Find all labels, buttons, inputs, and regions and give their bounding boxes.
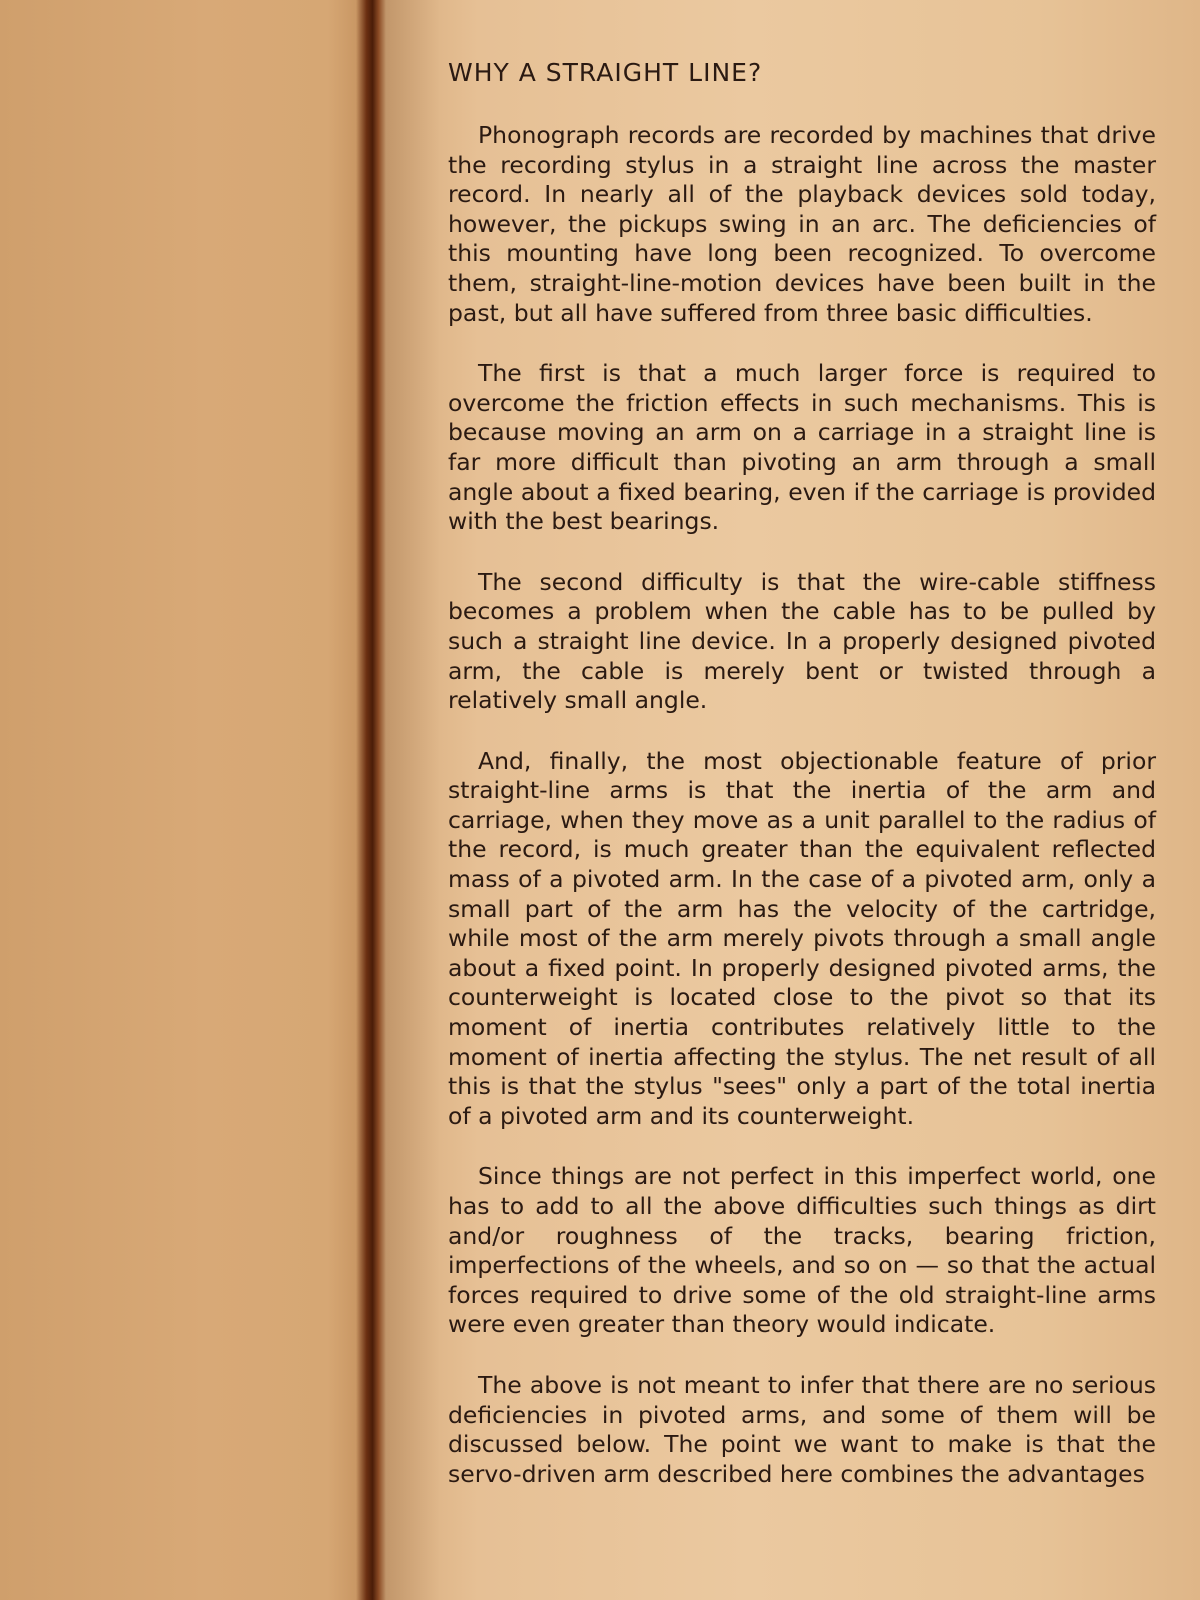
page-heading: WHY A STRAIGHT LINE?: [448, 58, 763, 87]
paragraph-1: Phonograph records are recorded by machines that drive the recording stylus in a straight line across the master record. In nearly all of the playback devices sold today, however, the pickups swing in an arc. The deficiencies of this mounting have long been recognized. To overcome them, straight-line-motion devices have been built in the past, but all have suffered from three basic difficulties.: [448, 121, 1156, 327]
left-page: [0, 0, 372, 1600]
page-text: [448, 58, 1156, 1520]
paragraph-3: The second difficulty is that the wire-cable stiffness becomes a problem when the cable has to be pulled by such a straight line device. In a properly designed pivoted arm, the cable is merely bent or twisted through a relatively small angle.: [448, 567, 1156, 715]
gutter-shadow: [380, 0, 440, 1600]
paragraph-4: And, finally, the most objectionable feature of prior straight-line arms is that the inertia of the arm and carriage, when they move as a unit parallel to the radius of the record, is much greater than the equivalent reflected mass of a pivoted arm. In the case of a pivoted arm, only a small part of the arm has the velocity of the cartridge, while most of the arm merely pivots through a small angle about a fixed point. In properly designed pivoted arms, the counterweight is located close to the pivot so that its moment of inertia contributes relatively little to the moment of inertia affecting the stylus. The net result of all this is that the stylus "sees" only a part of the total inertia of a pivoted arm and its counterweight.: [448, 746, 1156, 1130]
paragraph-5: Since things are not perfect in this imperfect world, one has to add to all the above difficulties such things as dirt and/or roughness of the tracks, bearing friction, imperfections of the wheels, and so on — so that the actual forces required to drive some of the old straight-line arms were even greater than theory would indicate.: [448, 1162, 1156, 1339]
book-spine: [356, 0, 386, 1600]
paragraph-6: The above is not meant to infer that there are no serious deficiencies in pivoted arms, and some of them will be discussed below. The point we want to make is that the servo-driven arm described here combines the advantages: [448, 1370, 1156, 1488]
paragraph-2: The first is that a much larger force is required to overcome the friction effects in such mechanisms. This is because moving an arm on a carriage in a straight line is far more difficult than pivoting an arm through a small angle about a fixed bearing, even if the carriage is provided with the best bearings.: [448, 359, 1156, 536]
